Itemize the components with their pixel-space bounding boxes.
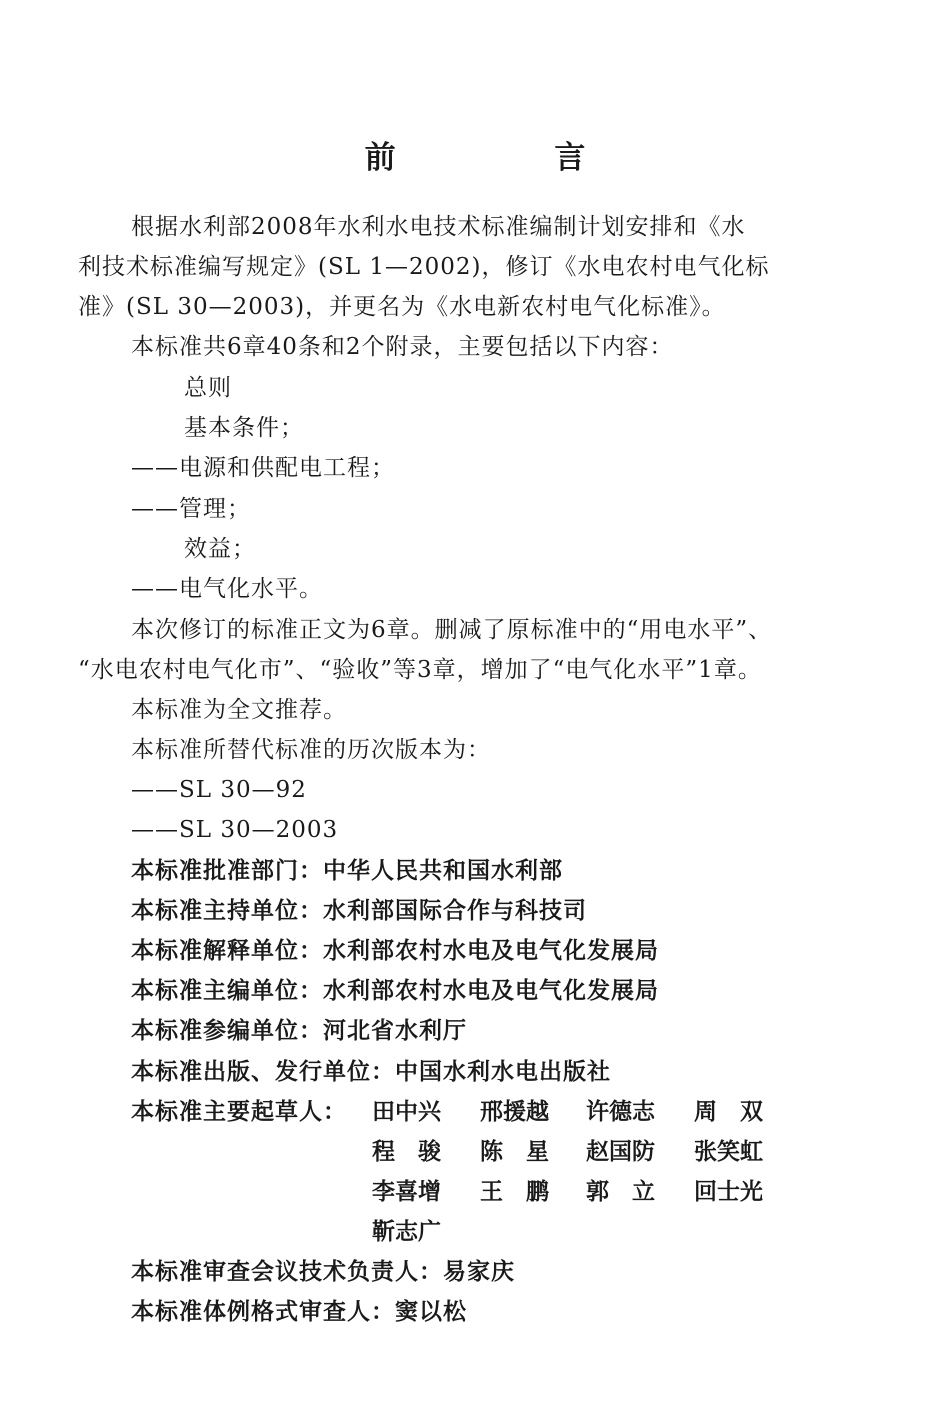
paragraph-line: 利技术标准编写规定》(SL 1—2002)，修订《水电农村电气化标: [78, 254, 770, 280]
unit-participating: 本标准参编单位：河北省水利厅: [131, 1018, 467, 1044]
drafter-name: 许德志: [586, 1099, 655, 1125]
unit-host: 本标准主持单位：水利部国际合作与科技司: [131, 898, 587, 924]
drafter-name: 邢援越: [480, 1099, 549, 1125]
history-item: ——SL 30—2003: [131, 817, 339, 843]
unit-chief-editor: 本标准主编单位：水利部农村水电及电气化发展局: [131, 978, 659, 1004]
drafter-name: 赵国防: [586, 1139, 655, 1165]
list-item: ——电源和供配电工程；: [131, 455, 395, 481]
reviewer-tech: 本标准审查会议技术负责人：易家庆: [131, 1259, 515, 1285]
paragraph-line: 准》(SL 30—2003)，并更名为《水电新农村电气化标准》。: [78, 294, 726, 320]
drafters-row: [372, 1132, 792, 1172]
drafter-name: 李喜增: [372, 1179, 441, 1205]
list-item: ——电气化水平。: [131, 576, 323, 602]
revision-line: “水电农村电气化市”、“验收”等3章，增加了“电气化水平”1章。: [78, 657, 762, 683]
drafters-label: 本标准主要起草人：: [131, 1099, 347, 1125]
unit-interpretation: 本标准解释单位：水利部农村水电及电气化发展局: [131, 938, 659, 964]
summary-text: 本标准共6章40条和2个附录，主要包括以下内容：: [131, 334, 674, 360]
unit-publisher: 本标准出版、发行单位：中国水利水电出版社: [131, 1059, 611, 1085]
unit-approval: 本标准批准部门：中华人民共和国水利部: [131, 858, 563, 884]
drafters-row: [372, 1092, 792, 1132]
drafters-row: [372, 1172, 792, 1212]
recommendation-text: 本标准为全文推荐。: [131, 697, 347, 723]
history-item: ——SL 30—92: [131, 777, 307, 803]
page-title: 前 言: [364, 140, 660, 176]
revision-line: 本次修订的标准正文为6章。删减了原标准中的“用电水平”、: [131, 617, 773, 643]
drafters-row: [372, 1212, 792, 1252]
drafter-name: 靳志广: [372, 1219, 441, 1245]
list-item: 基本条件；: [184, 415, 304, 441]
drafter-name: 程 骏: [372, 1139, 441, 1165]
list-item: 总则: [184, 375, 232, 401]
drafter-name: 张笑虹: [694, 1139, 763, 1165]
drafter-name: 王 鹏: [480, 1179, 549, 1205]
drafter-name: 陈 星: [480, 1139, 549, 1165]
drafter-name: 郭 立: [586, 1179, 655, 1205]
paragraph-line: 根据水利部2008年水利水电技术标准编制计划安排和《水: [131, 214, 746, 240]
list-item: 效益；: [184, 536, 256, 562]
history-intro: 本标准所替代标准的历次版本为：: [131, 737, 491, 763]
list-item: ——管理；: [131, 496, 251, 522]
reviewer-format: 本标准体例格式审查人：窦以松: [131, 1299, 467, 1325]
drafter-name: 田中兴: [372, 1099, 441, 1125]
drafter-name: 回士光: [694, 1179, 763, 1205]
drafter-name: 周 双: [694, 1099, 763, 1125]
